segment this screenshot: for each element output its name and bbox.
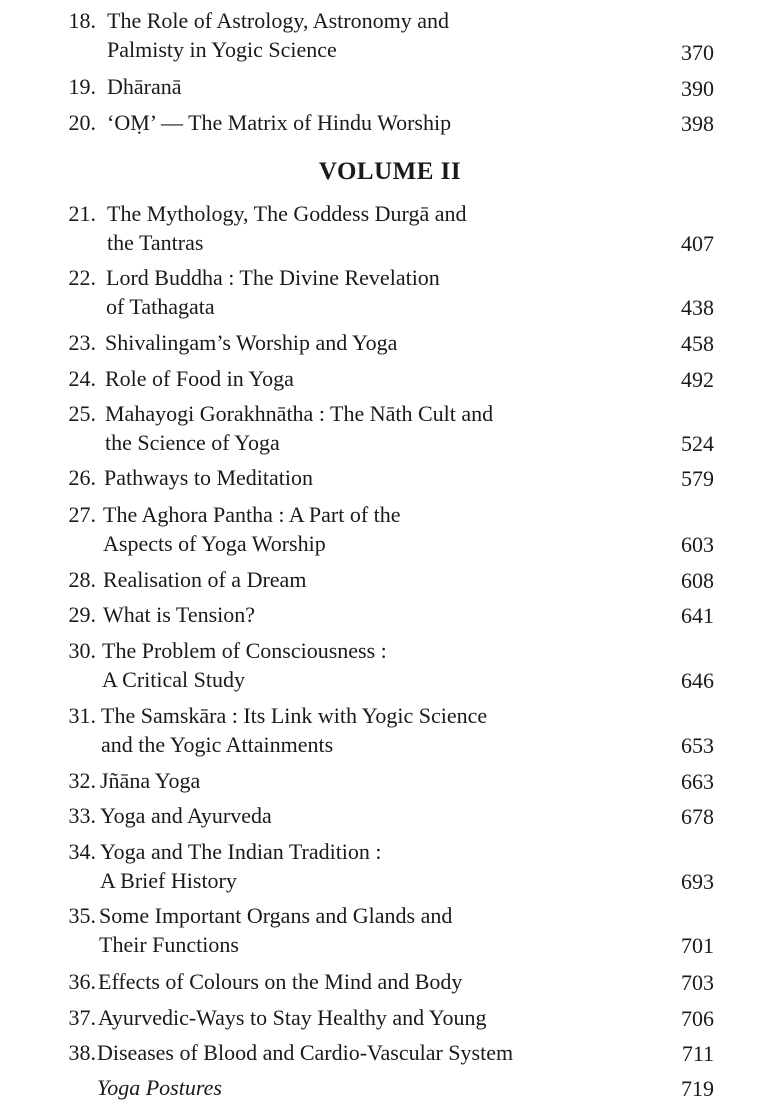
entry-title-line-1: Shivalingam’s Worship and Yoga — [105, 330, 398, 355]
entry-page-number: 719 — [681, 1076, 714, 1101]
entry-title-line-1: Jñāna Yoga — [100, 768, 201, 793]
entry-title-line-2: the Science of Yoga — [105, 430, 280, 455]
entry-number: 23. — [68, 330, 96, 355]
entry-page-number: 703 — [681, 970, 714, 995]
entry-page-number: 390 — [681, 76, 714, 101]
entry-number: 27. — [68, 502, 96, 527]
entry-number: 36. — [68, 969, 96, 994]
entry-title-line-1: Role of Food in Yoga — [105, 366, 294, 391]
entry-page-number: 492 — [681, 367, 714, 392]
entry-number: 24. — [68, 366, 96, 391]
entry-title-line-1: The Role of Astrology, Astronomy and — [107, 8, 449, 33]
entry-title-line-1: Effects of Colours on the Mind and Body — [98, 969, 463, 994]
entry-page-number: 603 — [681, 532, 714, 557]
entry-title-line-1: Diseases of Blood and Cardio-Vascular System — [97, 1040, 514, 1065]
entry-page-number: 398 — [681, 111, 714, 136]
entry-number: 26. — [68, 465, 96, 490]
entry-title-line-2: Aspects of Yoga Worship — [103, 531, 326, 556]
entry-page-number: 608 — [681, 568, 714, 593]
entry-title-line-2: the Tantras — [107, 230, 204, 255]
entry-title-line-2: of Tathagata — [106, 294, 215, 319]
entry-page-number: 653 — [681, 733, 714, 758]
entry-number: 28. — [68, 567, 96, 592]
entry-title-line-1: Pathways to Meditation — [104, 465, 313, 490]
entry-number: 21. — [68, 201, 96, 226]
entry-title-line-1: Mahayogi Gorakhnātha : The Nāth Cult and — [105, 401, 494, 426]
entry-title-line-1: Yoga and Ayurveda — [100, 803, 272, 828]
entry-page-number: 524 — [681, 431, 714, 456]
entry-number: 33. — [68, 803, 96, 828]
entry-number: 32. — [68, 768, 96, 793]
entry-title-line-2: A Brief History — [100, 868, 237, 893]
entry-title-line-1: Yoga and The Indian Tradition : — [100, 839, 382, 864]
entry-number: 20. — [68, 110, 96, 135]
entry-page-number: 641 — [681, 603, 714, 628]
entry-title-line-1: ‘OṂ’ — The Matrix of Hindu Worship — [107, 110, 452, 135]
entry-page-number: 693 — [681, 869, 714, 894]
entry-title-line-1: Ayurvedic-Ways to Stay Healthy and Young — [98, 1005, 487, 1030]
entry-page-number: 678 — [681, 804, 714, 829]
entry-title-line-1: Some Important Organs and Glands and — [99, 903, 453, 928]
entry-number: 18. — [68, 8, 96, 33]
entry-page-number: 407 — [681, 231, 714, 256]
entry-number: 35. — [68, 903, 96, 928]
entry-page-number: 458 — [681, 331, 714, 356]
entry-page-number: 370 — [681, 40, 714, 65]
entry-number: 34. — [68, 839, 96, 864]
entry-page-number: 711 — [681, 1041, 714, 1066]
entry-number: 19. — [68, 74, 96, 99]
entry-page-number: 579 — [681, 466, 714, 491]
entry-title-line-1: Dhāranā — [107, 74, 182, 99]
entry-number: 22. — [68, 265, 96, 290]
entry-title-line-1: What is Tension? — [103, 602, 256, 627]
entry-title-line-2: and the Yogic Attainments — [101, 732, 334, 757]
entry-title-line-1: Lord Buddha : The Divine Revelation — [106, 265, 440, 290]
entry-title-line-1: The Samskāra : Its Link with Yogic Science — [101, 703, 488, 728]
entry-page-number: 706 — [681, 1006, 714, 1031]
entry-title-line-2: Their Functions — [99, 932, 239, 957]
entry-title-line-1: Yoga Postures — [97, 1075, 222, 1100]
entry-title-line-2: Palmisty in Yogic Science — [107, 37, 337, 62]
entry-number: 38. — [68, 1040, 96, 1065]
entry-number: 29. — [68, 602, 96, 627]
entry-title-line-1: Realisation of a Dream — [103, 567, 307, 592]
entry-number: 25. — [68, 401, 96, 426]
entry-number: 31. — [68, 703, 96, 728]
entry-title-line-1: The Problem of Consciousness : — [102, 638, 387, 663]
entry-number: 37. — [68, 1005, 96, 1030]
entry-title-line-2: A Critical Study — [102, 667, 245, 692]
volume-heading: VOLUME II — [318, 158, 462, 185]
entry-number: 30. — [68, 638, 96, 663]
entry-page-number: 663 — [681, 769, 714, 794]
entry-page-number: 438 — [681, 295, 714, 320]
entry-title-line-1: The Aghora Pantha : A Part of the — [103, 502, 401, 527]
entry-title-line-1: The Mythology, The Goddess Durgā and — [107, 201, 467, 226]
entry-page-number: 701 — [681, 933, 714, 958]
entry-page-number: 646 — [681, 668, 714, 693]
